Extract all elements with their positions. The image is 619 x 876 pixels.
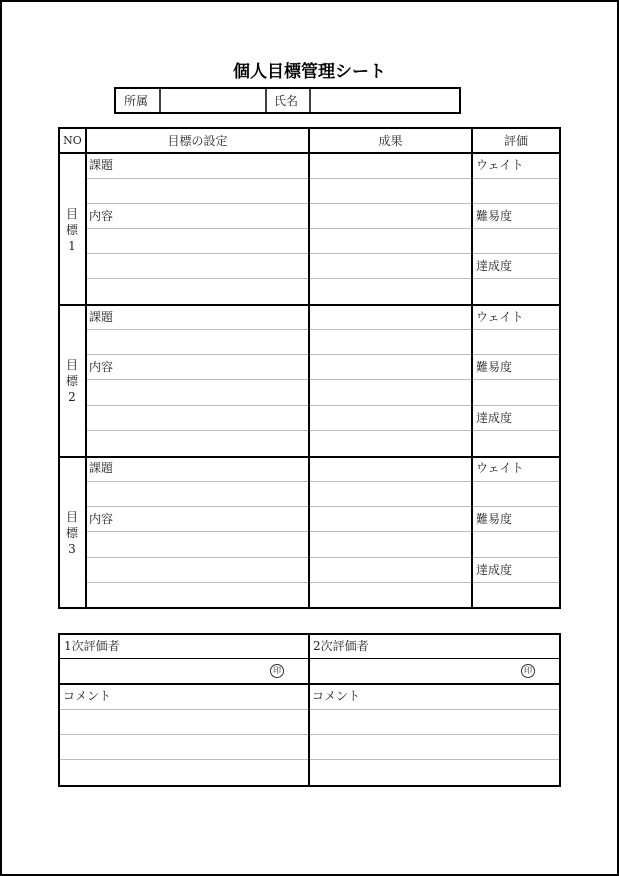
dept-label: 所属	[124, 94, 149, 108]
name-label: 氏名	[274, 94, 299, 108]
first-comment-label: コメント	[63, 689, 112, 703]
goal-2-difficulty-label: 難易度	[476, 360, 513, 374]
goal-3-label: 目 標 3	[65, 510, 78, 556]
goal-1-content-label: 内容	[89, 209, 114, 223]
goal-3-difficulty-label: 難易度	[476, 512, 513, 526]
goal-2-task-label: 課題	[89, 310, 114, 324]
dept-field[interactable]	[161, 90, 265, 112]
goal-2-achievement-label: 達成度	[476, 411, 513, 425]
goal-2-content-label: 内容	[89, 360, 114, 374]
goal-3-task-label: 課題	[89, 461, 114, 475]
second-evaluator-label: 2次評価者	[313, 639, 369, 653]
header-no: NO	[63, 134, 82, 147]
goal-1-label: 目 標 1	[65, 207, 78, 253]
name-field[interactable]	[311, 90, 459, 112]
goal-1-task-label: 課題	[89, 158, 114, 172]
goal-3-weight-label: ウェイト	[476, 461, 524, 475]
first-seal-icon: 印	[270, 664, 284, 678]
goal-1-weight-label: ウェイト	[476, 158, 524, 172]
goal-3-content-label: 内容	[89, 512, 114, 526]
second-comment-label: コメント	[312, 689, 361, 703]
goal-3-achievement-label: 達成度	[476, 563, 513, 577]
goal-2-label: 目 標 2	[65, 358, 78, 404]
header-result: 成果	[378, 134, 403, 148]
first-evaluator-label: 1次評価者	[64, 639, 120, 653]
header-eval: 評価	[503, 134, 528, 148]
second-seal-icon: 印	[521, 664, 535, 678]
header-goal: 目標の設定	[167, 134, 228, 148]
goal-2-weight-label: ウェイト	[476, 310, 524, 324]
page-title: 個人目標管理シート	[233, 62, 386, 82]
goal-1-difficulty-label: 難易度	[476, 209, 513, 223]
goal-1-achievement-label: 達成度	[476, 259, 513, 273]
